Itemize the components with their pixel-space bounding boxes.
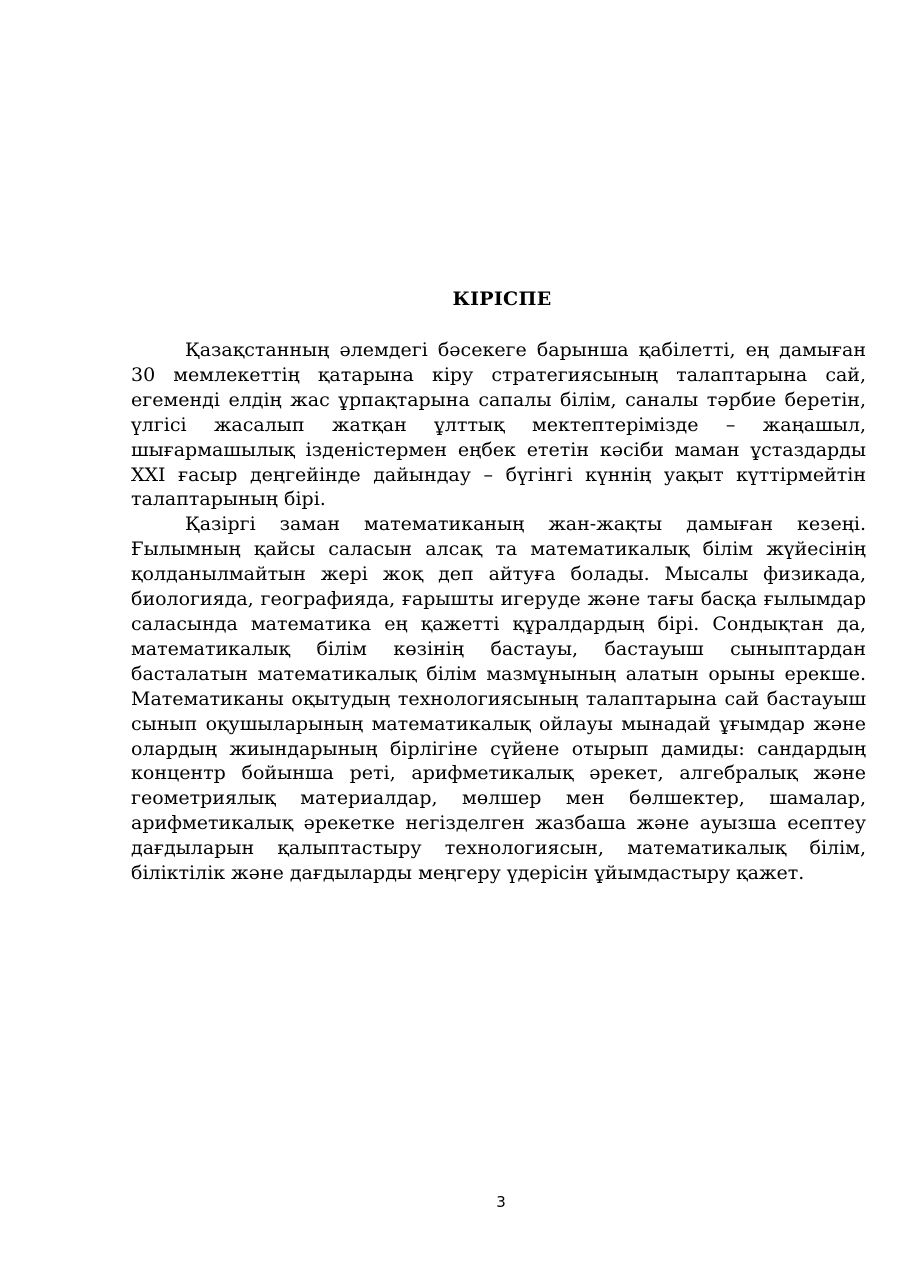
- body-text: [131, 338, 866, 886]
- paragraph-2: Қазіргі заман математиканың жан-жақты дамыған кезеңі. Ғылымның қайсы саласын алсақ та математикалық білім жүйесінің қолданылмайтын жері жоқ деп айтуға болады. Мысалы физикада, биологияда, географияда, ғарышты игеруде және тағы басқа ғылымдар саласында математика ең қажетті құралдардың бірі. Сондықтан да, математикалық білім көзінің бастауы, бастауыш сыныптардан басталатын математикалық білім мазмұнының алатын орыны ерекше. Математиканы оқытудың технологиясының талаптарына сай бастауыш сынып оқушыларының математикалық ойлауы мынадай ұғымдар және олардың жиындарының бірлігіне сүйене отырып дамиды: сандардың концентр бойынша реті, арифметикалық әрекет, алгебралық және геометриялық материалдар, мөлшер мен бөлшектер, шамалар, арифметикалық әрекетке негізделген жазбаша және ауызша есептеу дағдыларын қалыптастыру технологиясын, математикалық білім, біліктілік және дағдыларды меңгеру үдерісін ұйымдастыру қажет.: [131, 513, 866, 885]
- section-heading: КІРІСПЕ: [452, 288, 552, 310]
- page-number: 3: [496, 1193, 506, 1211]
- paragraph-1: Қазақстанның әлемдегі бәсекеге барынша қабілетті, ең дамыған 30 мемлекеттің қатарына кіру стратегиясының талаптарына сай, егеменді елдің жас ұрпақтарына сапалы білім, саналы тәрбие беретін, үлгісі жасалып жатқан ұлттық мектептерімізде – жаңашыл, шығармашылық ізденістермен еңбек ететін кәсіби маман ұстаздарды ХХІ ғасыр деңгейінде дайындау – бүгінгі күннің уақыт күттірмейтін талаптарының бірі.: [131, 339, 866, 511]
